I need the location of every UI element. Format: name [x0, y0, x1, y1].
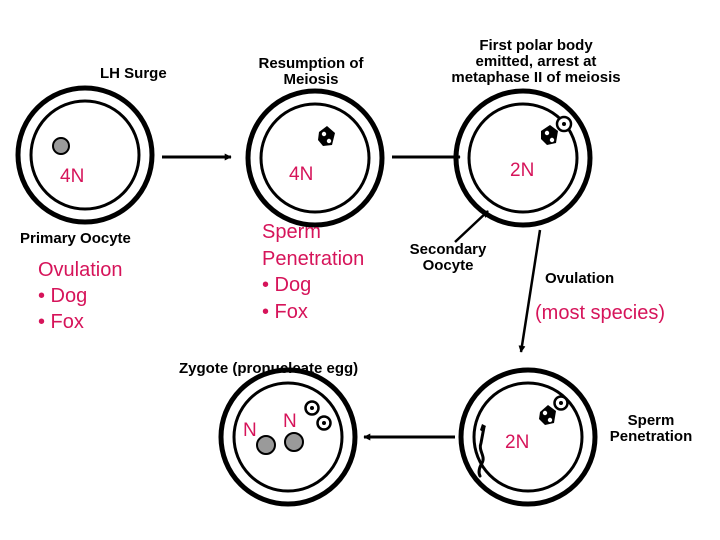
label-resumption-of-meiosis — [246, 56, 376, 88]
label-sperm-penetration-2-line2: Penetration — [609, 427, 693, 445]
label-sperm-penetration-2 — [598, 413, 704, 445]
label-resumption-line2: Meiosis — [283, 70, 339, 88]
label-sperm-dog: • Dog — [262, 274, 312, 297]
label-sperm-line1: Sperm — [262, 221, 321, 243]
label-sperm-fox: • Fox — [262, 300, 308, 323]
oocyte-primary — [18, 88, 152, 222]
label-primary-oocyte: Primary Oocyte — [20, 230, 131, 247]
polar-body — [555, 397, 568, 410]
male-pronucleus — [285, 433, 303, 451]
label-first-polar-body — [430, 38, 642, 85]
label-ovulation-left-dog: • Dog — [38, 285, 88, 307]
label-first-polar-line2: emitted, arrest at — [475, 52, 597, 70]
label-zygote: Zygote (pronucleate egg) — [179, 360, 359, 377]
polar-body — [306, 402, 319, 415]
pronucleus-label-right: N — [283, 411, 297, 432]
ploidy-label-resumption: 4N — [289, 164, 314, 185]
label-ovulation-left-fox: • Fox — [38, 311, 84, 333]
label-secondary-line1: Secondary — [409, 241, 487, 258]
label-sperm-line2: Penetration — [262, 247, 365, 270]
oocyte-resumption — [248, 91, 382, 225]
label-ovulation-left — [38, 257, 123, 335]
ploidy-label-metaphase: 2N — [510, 160, 535, 181]
label-ovulation-right: Ovulation — [545, 270, 615, 287]
label-lh-surge: LH Surge — [100, 65, 167, 82]
label-sperm-penetration-2-line1: Sperm — [627, 412, 675, 429]
label-first-polar-line3: metaphase II of meiosis — [451, 68, 621, 86]
ploidy-label-primary: 4N — [60, 166, 85, 187]
arrow-secondary-oocyte-pointer — [455, 211, 488, 242]
arrow-ovulation-down — [521, 230, 540, 352]
label-secondary-line2: Oocyte — [422, 256, 474, 274]
nucleus — [53, 138, 69, 154]
ploidy-label-penetrated: 2N — [505, 432, 530, 453]
label-secondary-oocyte — [396, 242, 500, 274]
oocyte-metaphase-ii — [456, 91, 590, 225]
polar-body — [557, 117, 571, 131]
label-sperm-penetration-list — [262, 219, 364, 325]
female-pronucleus — [257, 436, 275, 454]
oocyte-zygote — [221, 370, 355, 504]
label-most-species: (most species) — [535, 302, 666, 324]
label-first-polar-line1: First polar body — [479, 37, 593, 54]
label-resumption-line1: Resumption of — [258, 55, 364, 72]
pronucleus-label-left: N — [243, 420, 257, 441]
label-ovulation-left-title: Ovulation — [38, 259, 123, 281]
polar-body — [318, 417, 331, 430]
